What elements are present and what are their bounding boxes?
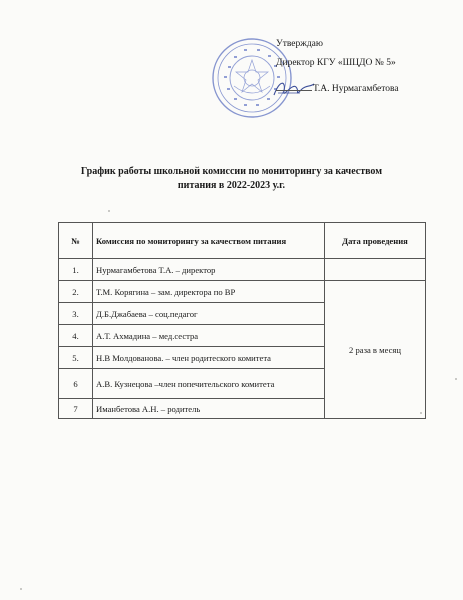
row-num: 7	[59, 399, 93, 419]
row-num: 6	[59, 369, 93, 399]
row-member: Т.М. Корягина – зам. директора по ВР	[93, 281, 325, 303]
title-line-2: питания в 2022-2023 у.г.	[177, 180, 286, 191]
commission-table	[58, 222, 426, 419]
table-header-row	[59, 223, 426, 259]
row-member: А.В. Кузнецова –член попечительского комитета	[93, 369, 325, 399]
row-num: 3.	[59, 303, 93, 325]
header-date: Дата проведения	[325, 223, 426, 259]
row-member: Нурмагамбетова Т.А. – директор	[93, 259, 325, 281]
row-num: 2.	[59, 281, 93, 303]
approval-director-name: Т.А. Нурмагамбетова	[276, 85, 399, 95]
row-num: 5.	[59, 347, 93, 369]
title-line-1: График работы школьной комиссии по мониторингу за качеством	[80, 166, 383, 177]
row-member: Иманбетова А.Н. – родитель	[93, 399, 325, 419]
approval-position: Директор КГУ «ШЦДО № 5»	[276, 58, 396, 68]
row-member: Д.Б.Джабаева – соц.педагог	[93, 303, 325, 325]
row-num: 4.	[59, 325, 93, 347]
paper-speck	[455, 378, 457, 380]
row-num: 1.	[59, 259, 93, 281]
row-member: А.Т. Ахмадина – мед.сестра	[93, 325, 325, 347]
paper-speck	[420, 412, 422, 414]
header-num: №	[59, 223, 93, 259]
page-title	[40, 165, 423, 193]
paper-speck	[20, 588, 22, 590]
table-row	[59, 259, 426, 281]
header-member: Комиссия по мониторингу за качеством питания	[93, 223, 325, 259]
schedule-cell: 2 раза в месяц	[325, 281, 426, 419]
approval-label: Утверждаю	[276, 39, 323, 49]
row-member: Н.В Молдованова. – член родитеского комитета	[93, 347, 325, 369]
row-date-empty	[325, 259, 426, 281]
paper-speck	[108, 210, 110, 212]
table-row	[59, 281, 426, 303]
